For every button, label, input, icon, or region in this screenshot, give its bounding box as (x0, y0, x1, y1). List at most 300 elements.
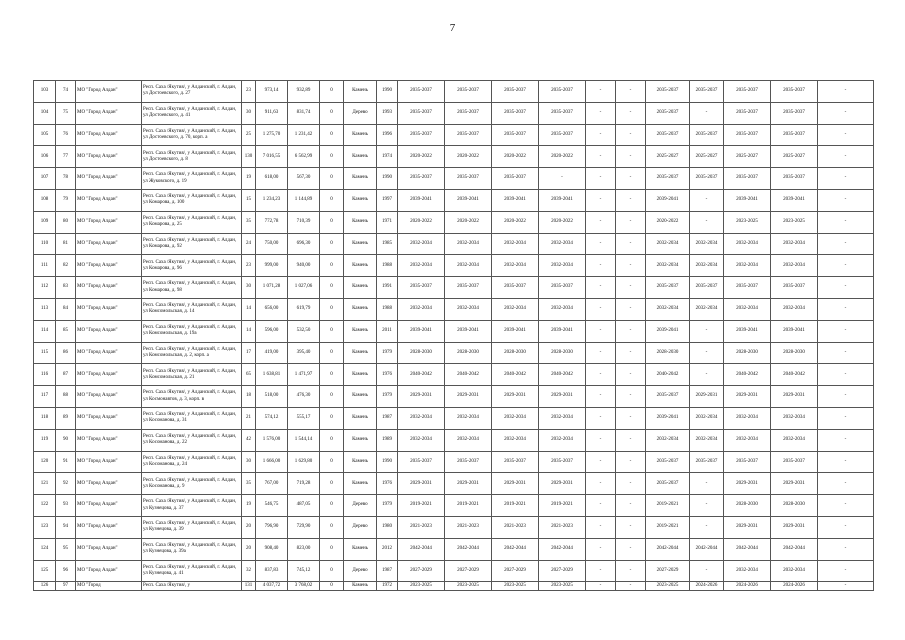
period-cell-p5: - (586, 582, 616, 591)
apartments-cell: 65 (242, 364, 256, 386)
period-cell-p11: - (818, 81, 874, 103)
period-cell-p2: 2020-2022 (445, 211, 492, 233)
period-cell-p9: 2039-2041 (724, 320, 771, 342)
build-year-cell: 1997 (377, 189, 398, 211)
apartments-cell: 30 (242, 102, 256, 124)
period-cell-p1: 2029-2031 (398, 473, 445, 495)
period-cell-p6: - (616, 189, 646, 211)
owner-cell: МО "Город Алдан" (76, 189, 142, 211)
row-number-cell: 114 (34, 320, 56, 342)
period-cell-p1: 2042-2044 (398, 538, 445, 560)
build-year-cell: 1987 (377, 407, 398, 429)
table-row (34, 102, 874, 124)
row-number-cell: 118 (34, 407, 56, 429)
period-cell-p1: 2035-2037 (398, 277, 445, 299)
apartments-cell: 35 (242, 211, 256, 233)
build-year-cell: 1979 (377, 386, 398, 408)
row-number-cell: 123 (34, 516, 56, 538)
wall-material-cell: Камень (344, 189, 377, 211)
period-cell-p4: 2039-2041 (539, 189, 586, 211)
build-year-cell: 2012 (377, 538, 398, 560)
period-cell-p9: 2040-2042 (724, 364, 771, 386)
sub-number-cell: 93 (56, 495, 76, 517)
period-cell-p11: - (818, 233, 874, 255)
period-cell-p9: 2035-2037 (724, 277, 771, 299)
build-year-cell: 1979 (377, 495, 398, 517)
nonresidential-area-cell: 0 (320, 146, 344, 168)
period-cell-p1: 2035-2037 (398, 124, 445, 146)
living-area-cell: 1 027,06 (288, 277, 320, 299)
build-year-cell: 1974 (377, 146, 398, 168)
period-cell-p2: 2039-2041 (445, 189, 492, 211)
wall-material-cell: Камень (344, 386, 377, 408)
wall-material-cell: Камень (344, 211, 377, 233)
period-cell-p10: 2032-2034 (771, 407, 818, 429)
period-cell-p10: 2023-2025 (771, 211, 818, 233)
period-cell-p6: - (616, 102, 646, 124)
period-cell-p7: 2019-2021 (646, 495, 690, 517)
period-cell-p7: 2039-2041 (646, 189, 690, 211)
period-cell-p10: 2032-2034 (771, 429, 818, 451)
nonresidential-area-cell: 0 (320, 211, 344, 233)
period-cell-p4: 2032-2034 (539, 429, 586, 451)
table-row (34, 255, 874, 277)
page-number: 7 (449, 22, 456, 34)
address-cell: Респ. Саха /Якутия/, у Алданский, г. Алдан, ул Комарова, д. 100 (142, 189, 242, 211)
period-cell-p6: - (616, 407, 646, 429)
period-cell-p3: 2035-2037 (492, 277, 539, 299)
period-cell-p8: 2035-2037 (690, 124, 724, 146)
address-cell: Респ. Саха /Якутия/, у Алданский, г. Алдан, ул Комсомольская, д. 21 (142, 364, 242, 386)
period-cell-p5: - (586, 211, 616, 233)
period-cell-p7: 2035-2037 (646, 277, 690, 299)
period-cell-p1: 2040-2042 (398, 364, 445, 386)
period-cell-p6: - (616, 386, 646, 408)
sub-number-cell: 88 (56, 386, 76, 408)
address-cell: Респ. Саха /Якутия/, у Алданский, г. Алдан, ул Достоевского, д. 27 (142, 81, 242, 103)
period-cell-p2: 2027-2029 (445, 560, 492, 582)
period-cell-p9: 2039-2041 (724, 189, 771, 211)
period-cell-p9: 2035-2037 (724, 451, 771, 473)
table-row (34, 473, 874, 495)
row-number-cell: 119 (34, 429, 56, 451)
nonresidential-area-cell: 0 (320, 495, 344, 517)
period-cell-p3: 2029-2031 (492, 473, 539, 495)
total-area-cell: 772,78 (256, 211, 288, 233)
address-cell: Респ. Саха /Якутия/, у Алданский, г. Алдан, ул Достоевского, д. 70, корп. а (142, 124, 242, 146)
build-year-cell: 1972 (377, 582, 398, 591)
period-cell-p7: 2023-2025 (646, 582, 690, 591)
sub-number-cell: 81 (56, 233, 76, 255)
period-cell-p4: 2035-2037 (539, 451, 586, 473)
period-cell-p5: - (586, 516, 616, 538)
owner-cell: МО "Город Алдан" (76, 429, 142, 451)
apartments-cell: 15 (242, 189, 256, 211)
period-cell-p2: 2039-2041 (445, 320, 492, 342)
row-number-cell: 109 (34, 211, 56, 233)
period-cell-p10: 2035-2037 (771, 277, 818, 299)
period-cell-p7: 2032-2034 (646, 255, 690, 277)
period-cell-p11: - (818, 582, 874, 591)
wall-material-cell: Камень (344, 451, 377, 473)
period-cell-p11: - (818, 211, 874, 233)
address-cell: Респ. Саха /Якутия/, у Алданский, г. Алдан, ул Достоевского, д. 8 (142, 146, 242, 168)
apartments-cell: 14 (242, 298, 256, 320)
period-cell-p7: 2042-2044 (646, 538, 690, 560)
period-cell-p4: 2032-2034 (539, 255, 586, 277)
period-cell-p5: - (586, 298, 616, 320)
period-cell-p10: 2024-2026 (771, 582, 818, 591)
wall-material-cell: Камень (344, 342, 377, 364)
address-cell: Респ. Саха /Якутия/, у Алданский, г. Алдан, ул Кузнецова, д. 41 (142, 560, 242, 582)
nonresidential-area-cell: 0 (320, 516, 344, 538)
period-cell-p11: - (818, 320, 874, 342)
period-cell-p8: - (690, 495, 724, 517)
period-cell-p1: 2035-2037 (398, 81, 445, 103)
apartments-cell: 19 (242, 495, 256, 517)
address-cell: Респ. Саха /Якутия/, у Алданский, г. Алдан, ул Комсомольская, д. 19а (142, 320, 242, 342)
total-area-cell: 1 638,81 (256, 364, 288, 386)
nonresidential-area-cell: 0 (320, 451, 344, 473)
owner-cell: МО "Город Алдан" (76, 516, 142, 538)
period-cell-p4: 2042-2044 (539, 538, 586, 560)
total-area-cell: 546,75 (256, 495, 288, 517)
period-cell-p2: 2035-2037 (445, 102, 492, 124)
period-cell-p8: - (690, 342, 724, 364)
nonresidential-area-cell: 0 (320, 429, 344, 451)
row-number-cell: 117 (34, 386, 56, 408)
living-area-cell: 831,74 (288, 102, 320, 124)
nonresidential-area-cell: 0 (320, 342, 344, 364)
period-cell-p6: - (616, 582, 646, 591)
living-area-cell: 696,30 (288, 233, 320, 255)
build-year-cell: 2011 (377, 320, 398, 342)
nonresidential-area-cell: 0 (320, 298, 344, 320)
period-cell-p5: - (586, 560, 616, 582)
address-cell: Респ. Саха /Якутия/, у Алданский, г. Алдан, ул Косоманова, д. 24 (142, 451, 242, 473)
table-row (34, 298, 874, 320)
nonresidential-area-cell: 0 (320, 538, 344, 560)
period-cell-p5: - (586, 277, 616, 299)
owner-cell: МО "Город Алдан" (76, 124, 142, 146)
period-cell-p11: - (818, 407, 874, 429)
period-cell-p6: - (616, 298, 646, 320)
period-cell-p3: 2023-2025 (492, 582, 539, 591)
period-cell-p4: 2035-2037 (539, 102, 586, 124)
address-cell: Респ. Саха /Якутия/, у Алданский, г. Алдан, ул Комарова, д. 98 (142, 277, 242, 299)
period-cell-p1: 2035-2037 (398, 168, 445, 190)
period-cell-p9: 2035-2037 (724, 81, 771, 103)
address-cell: Респ. Саха /Якутия/, у Алданский, г. Алдан, ул Кузнецова, д. 37 (142, 495, 242, 517)
sub-number-cell: 83 (56, 277, 76, 299)
sub-number-cell: 84 (56, 298, 76, 320)
table-row (34, 277, 874, 299)
sub-number-cell: 94 (56, 516, 76, 538)
wall-material-cell: Камень (344, 320, 377, 342)
period-cell-p10: 2039-2041 (771, 189, 818, 211)
period-cell-p4: 2032-2034 (539, 407, 586, 429)
period-cell-p11: - (818, 429, 874, 451)
sub-number-cell: 91 (56, 451, 76, 473)
period-cell-p7: 2039-2041 (646, 320, 690, 342)
build-year-cell: 1989 (377, 429, 398, 451)
row-number-cell: 105 (34, 124, 56, 146)
period-cell-p6: - (616, 146, 646, 168)
total-area-cell: 999,00 (256, 255, 288, 277)
build-year-cell: 1996 (377, 124, 398, 146)
period-cell-p10: 2032-2034 (771, 233, 818, 255)
nonresidential-area-cell: 0 (320, 320, 344, 342)
period-cell-p3: 2029-2031 (492, 386, 539, 408)
period-cell-p11: - (818, 168, 874, 190)
period-cell-p5: - (586, 233, 616, 255)
address-cell: Респ. Саха /Якутия/, у Алданский, г. Алдан, ул Достоевского, д. 41 (142, 102, 242, 124)
period-cell-p6: - (616, 451, 646, 473)
period-cell-p5: - (586, 146, 616, 168)
period-cell-p9: 2032-2034 (724, 560, 771, 582)
table-row (34, 211, 874, 233)
period-cell-p5: - (586, 407, 616, 429)
wall-material-cell: Камень (344, 255, 377, 277)
build-year-cell: 1993 (377, 102, 398, 124)
period-cell-p7: 2035-2037 (646, 124, 690, 146)
period-cell-p3: 2035-2037 (492, 451, 539, 473)
period-cell-p6: - (616, 364, 646, 386)
row-number-cell: 124 (34, 538, 56, 560)
wall-material-cell: Дерево (344, 495, 377, 517)
period-cell-p4: 2040-2042 (539, 364, 586, 386)
total-area-cell: 618,00 (256, 168, 288, 190)
wall-material-cell: Камень (344, 473, 377, 495)
period-cell-p2: 2032-2034 (445, 407, 492, 429)
period-cell-p5: - (586, 81, 616, 103)
period-cell-p9: 2029-2031 (724, 386, 771, 408)
period-cell-p8: 2035-2037 (690, 277, 724, 299)
row-number-cell: 122 (34, 495, 56, 517)
build-year-cell: 1980 (377, 516, 398, 538)
period-cell-p2: 2035-2037 (445, 124, 492, 146)
total-area-cell: 1 275,70 (256, 124, 288, 146)
period-cell-p6: - (616, 429, 646, 451)
period-cell-p5: - (586, 102, 616, 124)
period-cell-p1: 2029-2031 (398, 386, 445, 408)
period-cell-p11: - (818, 473, 874, 495)
period-cell-p9: 2035-2037 (724, 124, 771, 146)
build-year-cell: 1988 (377, 298, 398, 320)
period-cell-p3: 2039-2041 (492, 320, 539, 342)
address-cell: Респ. Саха /Якутия/, у Алданский, г. Алдан, ул Жуковского, д. 19 (142, 168, 242, 190)
period-cell-p2: 2035-2037 (445, 451, 492, 473)
period-cell-p5: - (586, 255, 616, 277)
table-row (34, 364, 874, 386)
sub-number-cell: 89 (56, 407, 76, 429)
living-area-cell: 729,90 (288, 516, 320, 538)
period-cell-p3: 2035-2037 (492, 168, 539, 190)
table-row (34, 124, 874, 146)
period-cell-p8: 2032-2034 (690, 233, 724, 255)
period-cell-p1: 2020-2022 (398, 211, 445, 233)
period-cell-p8: - (690, 320, 724, 342)
owner-cell: МО "Город Алдан" (76, 298, 142, 320)
wall-material-cell: Дерево (344, 560, 377, 582)
period-cell-p10: 2032-2034 (771, 298, 818, 320)
nonresidential-area-cell: 0 (320, 168, 344, 190)
period-cell-p1: 2039-2041 (398, 189, 445, 211)
period-cell-p5: - (586, 124, 616, 146)
period-cell-p9: 2023-2025 (724, 211, 771, 233)
nonresidential-area-cell: 0 (320, 255, 344, 277)
living-area-cell: 1 544,14 (288, 429, 320, 451)
living-area-cell: 1 471,97 (288, 364, 320, 386)
period-cell-p2: 2029-2031 (445, 473, 492, 495)
total-area-cell: 518,00 (256, 386, 288, 408)
period-cell-p8: 2035-2037 (690, 168, 724, 190)
housing-register-table (33, 80, 874, 591)
period-cell-p10: 2035-2037 (771, 124, 818, 146)
period-cell-p3: 2021-2023 (492, 516, 539, 538)
period-cell-p11: - (818, 516, 874, 538)
address-cell: Респ. Саха /Якутия/, у Алданский, г. Алдан, ул Косоманова, д. 22 (142, 429, 242, 451)
period-cell-p9: 2032-2034 (724, 255, 771, 277)
period-cell-p8: 2025-2027 (690, 146, 724, 168)
row-number-cell: 121 (34, 473, 56, 495)
period-cell-p4: 2032-2034 (539, 233, 586, 255)
total-area-cell: 908,40 (256, 538, 288, 560)
row-number-cell: 120 (34, 451, 56, 473)
owner-cell: МО "Город Алдан" (76, 495, 142, 517)
period-cell-p10: 2028-2030 (771, 342, 818, 364)
period-cell-p11: - (818, 124, 874, 146)
sub-number-cell: 87 (56, 364, 76, 386)
living-area-cell: 619,79 (288, 298, 320, 320)
period-cell-p9: 2042-2044 (724, 538, 771, 560)
period-cell-p5: - (586, 364, 616, 386)
period-cell-p8: 2035-2037 (690, 451, 724, 473)
total-area-cell: 4 037,72 (256, 582, 288, 591)
period-cell-p6: - (616, 168, 646, 190)
period-cell-p4: 2032-2034 (539, 298, 586, 320)
period-cell-p5: - (586, 473, 616, 495)
period-cell-p2: 2042-2044 (445, 538, 492, 560)
period-cell-p10: 2035-2037 (771, 81, 818, 103)
sub-number-cell: 80 (56, 211, 76, 233)
period-cell-p7: 2028-2030 (646, 342, 690, 364)
period-cell-p11: - (818, 451, 874, 473)
owner-cell: МО "Город Алдан" (76, 342, 142, 364)
period-cell-p7: 2039-2041 (646, 407, 690, 429)
address-cell: Респ. Саха /Якутия/, у Алданский, г. Алдан, ул Комарова, д. 25 (142, 211, 242, 233)
build-year-cell: 1988 (377, 255, 398, 277)
row-number-cell: 116 (34, 364, 56, 386)
nonresidential-area-cell: 0 (320, 124, 344, 146)
nonresidential-area-cell: 0 (320, 473, 344, 495)
table-row (34, 429, 874, 451)
period-cell-p2: 2035-2037 (445, 81, 492, 103)
nonresidential-area-cell: 0 (320, 386, 344, 408)
period-cell-p11: - (818, 364, 874, 386)
period-cell-p4: 2028-2030 (539, 342, 586, 364)
period-cell-p4: 2023-2025 (539, 582, 586, 591)
row-number-cell: 115 (34, 342, 56, 364)
row-number-cell: 108 (34, 189, 56, 211)
address-cell: Респ. Саха /Якутия/, у Алданский, г. Алдан, ул Комсомольская, д. 14 (142, 298, 242, 320)
wall-material-cell: Камень (344, 429, 377, 451)
owner-cell: МО "Город Алдан" (76, 407, 142, 429)
address-cell: Респ. Саха /Якутия/, у Алданский, г. Алдан, ул Космонавтов, д. 3, корп. в (142, 386, 242, 408)
row-number-cell: 112 (34, 277, 56, 299)
wall-material-cell: Камень (344, 582, 377, 591)
period-cell-p8: - (690, 364, 724, 386)
period-cell-p10: 2029-2031 (771, 473, 818, 495)
period-cell-p10: 2039-2041 (771, 320, 818, 342)
row-number-cell: 113 (34, 298, 56, 320)
apartments-cell: 32 (242, 560, 256, 582)
table-row (34, 81, 874, 103)
period-cell-p9: 2029-2031 (724, 473, 771, 495)
nonresidential-area-cell: 0 (320, 277, 344, 299)
owner-cell: МО "Город Алдан" (76, 277, 142, 299)
period-cell-p3: 2032-2034 (492, 429, 539, 451)
build-year-cell: 1990 (377, 451, 398, 473)
period-cell-p9: 2035-2037 (724, 168, 771, 190)
period-cell-p4: 2029-2031 (539, 386, 586, 408)
period-cell-p11: - (818, 298, 874, 320)
period-cell-p8: - (690, 560, 724, 582)
table-row (34, 495, 874, 517)
total-area-cell: 750,00 (256, 233, 288, 255)
period-cell-p7: 2032-2034 (646, 429, 690, 451)
build-year-cell: 1976 (377, 473, 398, 495)
table-row (34, 320, 874, 342)
apartments-cell: 14 (242, 320, 256, 342)
period-cell-p11: - (818, 277, 874, 299)
period-cell-p1: 2032-2034 (398, 407, 445, 429)
sub-number-cell: 96 (56, 560, 76, 582)
total-area-cell: 419,00 (256, 342, 288, 364)
period-cell-p1: 2023-2025 (398, 582, 445, 591)
period-cell-p8: 2024-2026 (690, 582, 724, 591)
period-cell-p2: 2029-2031 (445, 386, 492, 408)
period-cell-p6: - (616, 255, 646, 277)
owner-cell: МО "Город Алдан" (76, 233, 142, 255)
sub-number-cell: 78 (56, 168, 76, 190)
wall-material-cell: Камень (344, 168, 377, 190)
total-area-cell: 1 071,28 (256, 277, 288, 299)
build-year-cell: 1979 (377, 342, 398, 364)
apartments-cell: 23 (242, 81, 256, 103)
wall-material-cell: Камень (344, 124, 377, 146)
table-row (34, 386, 874, 408)
period-cell-p4: 2035-2037 (539, 124, 586, 146)
period-cell-p1: 2032-2034 (398, 233, 445, 255)
period-cell-p9: 2032-2034 (724, 298, 771, 320)
apartments-cell: 30 (242, 277, 256, 299)
sub-number-cell: 76 (56, 124, 76, 146)
period-cell-p2: 2021-2023 (445, 516, 492, 538)
period-cell-p6: - (616, 277, 646, 299)
period-cell-p9: 2032-2034 (724, 407, 771, 429)
table-row (34, 189, 874, 211)
build-year-cell: 1990 (377, 81, 398, 103)
period-cell-p1: 2035-2037 (398, 451, 445, 473)
period-cell-p4: 2020-2022 (539, 146, 586, 168)
total-area-cell: 837,83 (256, 560, 288, 582)
sub-number-cell: 74 (56, 81, 76, 103)
apartments-cell: 23 (242, 255, 256, 277)
period-cell-p7: 2027-2029 (646, 560, 690, 582)
sub-number-cell: 79 (56, 189, 76, 211)
period-cell-p5: - (586, 168, 616, 190)
